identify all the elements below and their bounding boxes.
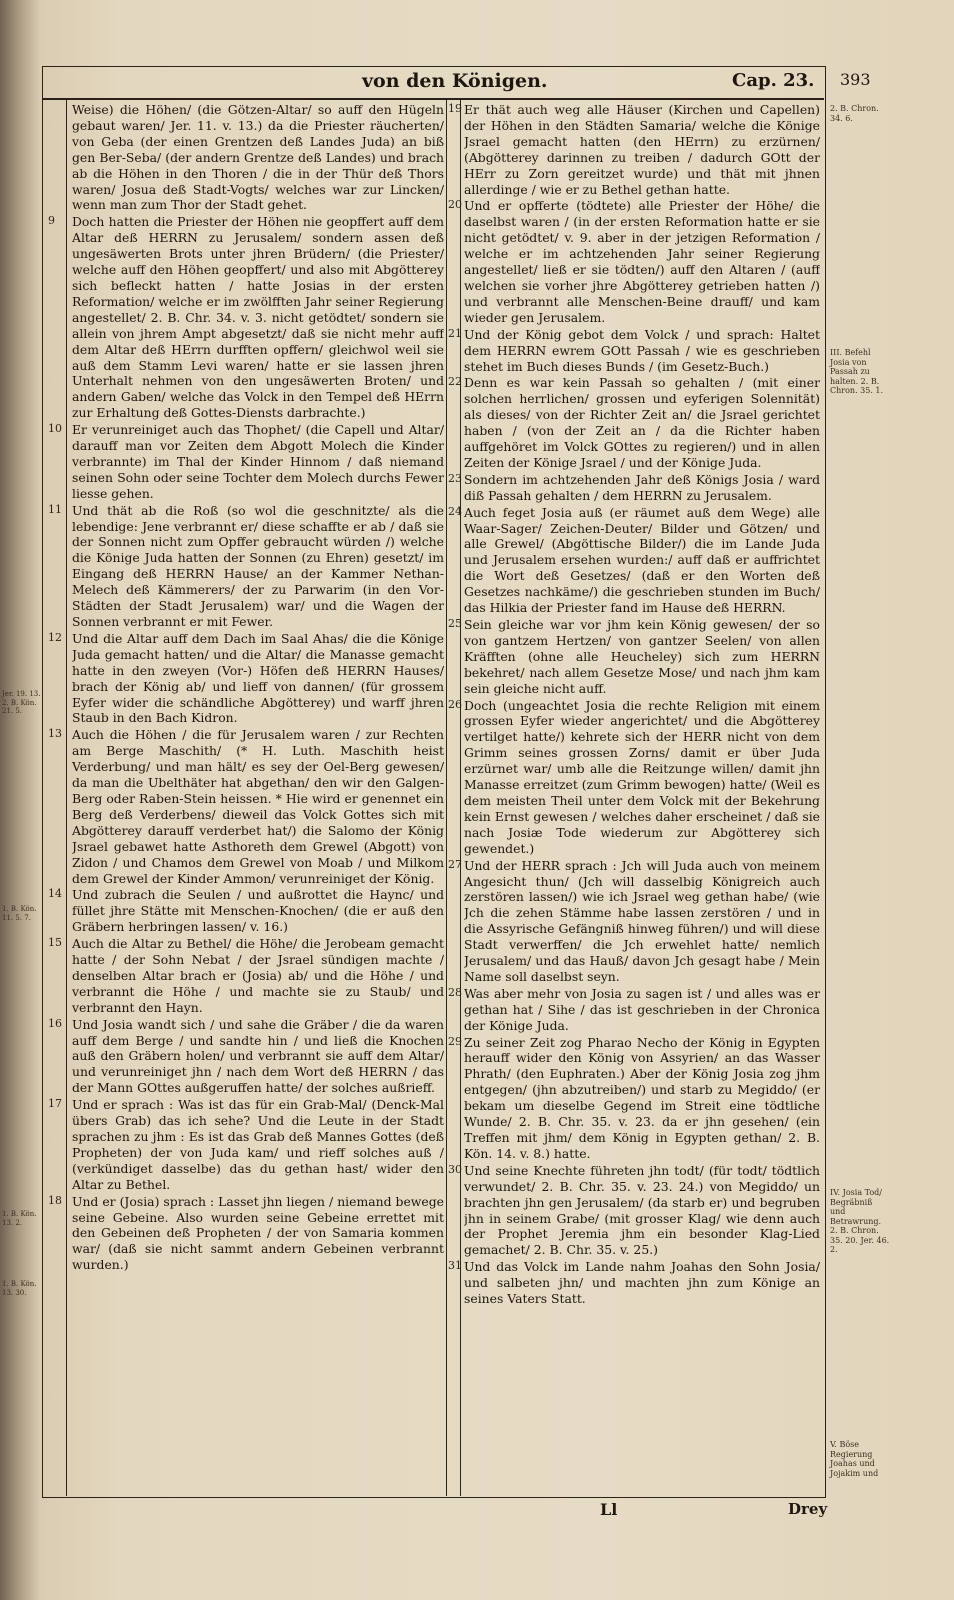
catchword: Drey xyxy=(788,1500,828,1518)
verse-number: 24 xyxy=(448,505,462,518)
margin-note: IV. Josia Tod/ Begräbniß und Betrawrung. 2. B. Chron. 35. 20. Jer. 46. 2. xyxy=(830,1188,890,1254)
verse-text: Zu seiner Zeit zog Pharao Necho der König in Egypten herauff wider den König von Assyrien/ an das Wasser Phrath/ (den Euphraten.) Aber der König Josia zog jhm entgegen/ (jhn abzutreiben/) und starb zu Megiddo/ (er bekam um dieselbe Gegend im Streit eine tödtliche Wunde/ 2. B. Chr. 35. v. 23. da er jhn gesehen/ (ein Treffen mit jhm/ dem König in Egypten gethan/ 2. B. Kön. 14. v. 8.) hatte. xyxy=(464,1034,820,1161)
margin-note: 1. B. Kön. 13. 30. xyxy=(2,1280,37,1297)
verse-text: Und das Volck im Lande nahm Joahas den Sohn Josia/ und salbeten jhn/ und machten jhn zum Könige an seines Vaters Statt. xyxy=(464,1259,820,1307)
margin-note: V. Böse Regierung Joahas und Jojakim und xyxy=(830,1440,879,1478)
margin-note: III. Befehl Josia von Passah zu halten. 2. B. Chron. 35. 1. xyxy=(830,348,884,395)
verse xyxy=(464,198,820,325)
verse-number: 12 xyxy=(48,631,62,644)
verse-text: Er verunreiniget auch das Thophet/ (die Capell und Altar/ darauff man vor Zeiten dem Abgott Molech die Kinder verbrannte) im Thal der Kinder Hinnom / daß niemand seinen Sohn oder seine Tochter dem Molech durchs Fewer liesse gehen. xyxy=(72,422,444,501)
verse xyxy=(72,503,444,630)
verse xyxy=(464,698,820,857)
verse-text: Denn es war kein Passah so gehalten / (mit einer solchen herrlichen/ grossen und eyferigen Solennität) als dieses/ von der Richter Zeit an/ die Jsrael gerichtet haben / (von der Zeit an / da die Richter haben auffgehöret im Volck GOttes zu regieren/) und in allen Zeiten der Könige Jsrael / und der Könige Juda. xyxy=(464,375,820,470)
chapter-label: Cap. 23. xyxy=(732,70,815,91)
margin-note: 1. B. Kön. 13. 2. xyxy=(2,1210,37,1227)
right-text-column xyxy=(464,102,820,1482)
verse xyxy=(464,505,820,616)
verse-number: 29 xyxy=(448,1035,462,1048)
verse-text: Sein gleiche war vor jhm kein König gewesen/ der so von gantzem Hertzen/ von gantzer Seelen/ von allen Kräfften (ohne alle Heucheley) sich zum HERRN bekehret/ nach allem Gesetze Mose/ und nach jhm kam sein gleiche nicht auff. xyxy=(464,617,820,696)
verse xyxy=(72,631,444,726)
verse xyxy=(72,727,444,886)
verse-text: Er thät auch weg alle Häuser (Kirchen und Capellen) der Höhen in den Städten Samaria/ welche die Könige Jsrael gemacht hatten (den HErrn) zu erzürnen/ (Abgötterey darinnen zu treiben / dadurch GOtt der HErr zu Zorn gereitzet wurde) und thät mit jhnen allerdinge / wie er zu Bethel gethan hatte. xyxy=(464,102,820,197)
verse-number: 20 xyxy=(448,198,462,211)
margin-note: 2. B. Chron. 34. 6. xyxy=(830,104,879,123)
verse-number: 17 xyxy=(48,1097,62,1110)
verse-text: Und er (Josia) sprach : Lasset jhn liegen / niemand bewege seine Gebeine. Also wurden seine Gebeine errettet mit den Gebeinen deß Propheten / der von Samaria kommen war/ (daß sie nicht sammt andern Gebeinen verbrannt wurden.) xyxy=(72,1193,444,1273)
verse xyxy=(464,1035,820,1162)
verse-text: Und er opfferte (tödtete) alle Priester der Höhe/ die daselbst waren / (in der ersten Reformation hatte er sie nicht getödtet/ v. 9. aber in der jetzigen Reformation / welche er im achtzehenden Jahr seiner Regierung angestellet/ ließ er sie tödten/) auff den Altaren / (auff welchen sie vorher jhre Abgötterey getrieben hatten /) und verbrannt alle Menschen-Beine drauff/ und kam wieder gen Jerusalem. xyxy=(464,198,820,325)
verse xyxy=(72,1017,444,1097)
verse-text: Und Josia wandt sich / und sahe die Gräber / die da waren auff dem Berge / und sandte hin / und ließ die Knochen auß den Gräbern holen/ und verbrannt sie auff dem Altar/ und verunreiniget jhn / nach dem Wort deß HERRN / das der Mann GOttes außgeruffen hatte/ der solches außrieff. xyxy=(72,1016,444,1096)
verse-text: Was aber mehr von Josia zu sagen ist / und alles was er gethan hat / Sihe / das ist geschrieben in der Chronica der Könige Juda. xyxy=(464,985,820,1033)
running-header xyxy=(42,70,871,98)
verse-number: 16 xyxy=(48,1017,62,1030)
verse xyxy=(464,327,820,375)
verse-text: Sondern im achtzehenden Jahr deß Königs Josia / ward diß Passah gehalten / dem HERRN zu Jerusalem. xyxy=(464,471,820,503)
verse-number: 15 xyxy=(48,936,62,949)
verse-text: Und der König gebot dem Volck / und sprach: Haltet dem HERRN ewrem GOtt Passah / wie es geschrieben stehet im Buch dieses Bunds / (im Gesetz-Buch.) xyxy=(464,326,820,374)
gutter-rule-right xyxy=(460,98,461,1496)
verse xyxy=(72,1194,444,1274)
verse-number: 28 xyxy=(448,986,462,999)
verse xyxy=(72,1097,444,1192)
verse xyxy=(464,986,820,1034)
verse-number: 25 xyxy=(448,617,462,630)
verse-text: Doch (ungeachtet Josia die rechte Religion mit einem grossen Eyfer wieder angerichtet/ und die Abgötterey vertilget hatte/) kehrete sich der HERR nicht von dem Grimm seines grossen Zorns/ damit er über Juda erzürnet war/ umb alle die Reitzunge willen/ damit jhn Manasse erreitzet (zum Grimm bewogen) hatte/ (Weil es dem meisten Theil unter dem Volck mit der Bekehrung kein Ernst gewesen / welches daher erscheinet / daß sie nach Josiæ Tode wiederum zur Abgötterey sich gewendet.) xyxy=(464,697,820,856)
verse xyxy=(464,1163,820,1258)
verse xyxy=(464,102,820,197)
verse-number: 10 xyxy=(48,422,62,435)
verse xyxy=(464,472,820,504)
margin-note: 1. B. Kön. 11. 5. 7. xyxy=(2,905,37,922)
verse xyxy=(72,422,444,502)
verse xyxy=(72,214,444,421)
verse xyxy=(464,1259,820,1307)
verse-number: 22 xyxy=(448,375,462,388)
verse-text: Auch die Altar zu Bethel/ die Höhe/ die Jerobeam gemacht hatte / der Sohn Nebat / der Jsrael sündigen machte / denselben Altar brach er (Josia) ab/ und die Höhe / und verbrannt die Höhe / und machte sie zu Staub/ und verbrannt den Hayn. xyxy=(72,936,444,1015)
verse xyxy=(72,936,444,1016)
verse-text: Weise) die Höhen/ (die Götzen-Altar/ so auff den Hügeln gebaut waren/ Jer. 11. v. 13.) da die Priester räucherten/ von Geba (der einen Grentzen deß Landes Juda) an biß gen Ber-Seba/ (der andern Grentze deß Landes) und brach ab die Höhen in den Thoren / die in der Thür deß Thors waren/ Josua deß Stadt-Vogts/ welches war zur Lincken/ wenn man zum Thor der Stadt gehet. xyxy=(72,102,444,213)
verse-number: 31 xyxy=(448,1259,462,1272)
verse xyxy=(464,617,820,697)
gutter-rule-left xyxy=(446,98,447,1496)
verse xyxy=(464,375,820,470)
header-rule xyxy=(42,98,824,100)
verse-number: 18 xyxy=(48,1194,62,1207)
verse-number: 13 xyxy=(48,727,62,740)
verse-number: 30 xyxy=(448,1163,462,1176)
left-text-column xyxy=(72,102,444,1482)
verse-number: 23 xyxy=(448,472,462,485)
running-title: von den Königen. xyxy=(362,70,548,92)
verse-number: 19 xyxy=(448,102,462,115)
verse-text: Doch hatten die Priester der Höhen nie geopffert auff dem Altar deß HERRN zu Jerusalem/ sondern assen deß ungesäwerten Brots unter jhren Brüdern/ (die Priester/ welche auff den Höhen geopffert/ und also mit Abgötterey sich befleckt hatten / hatte Josias in der ersten Reformation/ welche er im zwölfften Jahr seiner Regierung angestellet/ 2. B. Chr. 34. v. 3. nicht getödtet/ sondern sie allein von jhrem Ampt abgesetzt/ daß sie nicht mehr auff dem Altar deß HErrn durfften opffern/ gleichwol weil sie auß dem Stamm Levi waren/ hatte er sie lassen jhren Unterhalt nehmen von den ungesäwerten Broten/ und andern Gaben/ welche das Volck in den Tempel deß HErrn zur Erhaltung deß Gottes-Diensts darbrachte.) xyxy=(72,214,444,421)
verse-number: 14 xyxy=(48,887,62,900)
verse-text: Und thät ab die Roß (so wol die geschnitzte/ als die lebendige: Jene verbrannt er/ diese schaffte er ab / daß sie der Sonnen nicht zum Opffer gebraucht würden /) welche die Könige Juda hatten der Sonnen (zu Ehren) gesetzt/ im Eingang deß HERRN Hause/ an der Kammer Nethan-Melech deß Kämmerers/ der zu Parwarim (in den Vor-Städten der Stadt Jerusalem) war/ und die Wagen der Sonnen verbrannt er mit Fewer. xyxy=(72,502,444,629)
signature-mark: Ll xyxy=(600,1500,618,1519)
verse-text: Auch feget Josia auß (er räumet auß dem Wege) alle Waar-Sager/ Zeichen-Deuter/ Bilder und Götzen/ und alle Grewel/ (Abgöttische Bilder/) die im Lande Juda und Jerusalem ersehen wurden:/ auff daß er auffrichtet die Wort deß Gesetzes/ (daß er den Worten deß Gesetzes nachkäme/) die geschrieben stunden im Buch/ das Hilkia der Priester fand im Hause deß HERRN. xyxy=(464,504,820,616)
verse-text: Und er sprach : Was ist das für ein Grab-Mal/ (Denck-Mal übers Grab) das ich sehe? Und die Leute in der Stadt sprachen zu jhm : Es ist das Grab deß Mannes Gottes (deß Propheten) der von Juda kam/ und rieff solches auß / (verkündiget dasselbe) das du gethan hast/ wider den Altar zu Bethel. xyxy=(72,1097,444,1192)
verse-text: Und der HERR sprach : Jch will Juda auch von meinem Angesicht thun/ (Jch will dasselbig Königreich auch zerstören lassen/) wie ich Jsrael weg gethan habe/ (wie Jch die zehen Stämme habe lassen zerstören / und in die Assyrische Gefängniß hinweg führen/) und will diese Stadt verwerffen/ die Jch erwehlet hatte/ nemlich Jerusalem/ und das Hauß/ davon Jch gesagt habe / Mein Name soll daselbst seyn. xyxy=(464,857,820,984)
left-margin-rule xyxy=(66,98,67,1496)
verse-text: Auch die Höhen / die für Jerusalem waren / zur Rechten am Berge Maschith/ (* H. Luth. Maschith heist Verderbung/ und man hält/ es sey der Oel-Berg gewesen/ da man die Ubelthäter hat abgethan/ den wir den Galgen-Berg oder Raben-Stein heissen. * Hie wird er genennet ein Berg deß Verderbens/ dieweil das Volck Gottes sich mit Abgötterey darauff verderbet hat/) die Salomo der König Jsrael gebawet hatte Asthoreth dem Grewel (Abgott) von Zidon / und Chamos dem Grewel von Moab / und Milkom dem Grewel der Kinder Ammon/ verunreiniget der König. xyxy=(72,727,444,886)
verse-number: 9 xyxy=(48,214,55,227)
verse xyxy=(72,887,444,935)
verse-text: Und die Altar auff dem Dach im Saal Ahas/ die die Könige Juda gemacht hatten/ und die Altar/ die Manasse gemacht hatte in den zweyen (Vor-) Höfen deß HERRN Hauses/ brach der König ab/ und lieff von dannen/ (für grossem Eyfer wider die schändliche Abgötterey) und warff jhren Staub in den Bach Kidron. xyxy=(72,630,444,726)
verse xyxy=(72,102,444,213)
verse-text: Und seine Knechte führeten jhn todt/ (für todt/ tödtlich verwundet/ 2. B. Chr. 35. v. 23. 24.) von Megiddo/ un brachten jhn gen Jerusalem/ (da starb er) und begruben jhn in seinem Grabe/ (mit grosser Klag/ wie denn auch der Prophet Jeremia jhm ein besonder Klag-Lied gemachet/ 2. B. Chr. 35. v. 25.) xyxy=(464,1162,820,1258)
verse xyxy=(464,858,820,985)
margin-note: Jer. 19. 13. 2. B. Kön. 21. 5. xyxy=(2,690,41,715)
verse-number: 11 xyxy=(48,503,62,516)
verse-text: Und zubrach die Seulen / und außrottet die Haync/ und füllet jhre Stätte mit Menschen-Knochen/ (die er auß den Gräbern herbringen lassen/ v. 16.) xyxy=(72,887,444,935)
page-number: 393 xyxy=(840,70,871,89)
verse-number: 27 xyxy=(448,858,462,871)
verse-number: 26 xyxy=(448,698,462,711)
verse-number: 21 xyxy=(448,327,462,340)
